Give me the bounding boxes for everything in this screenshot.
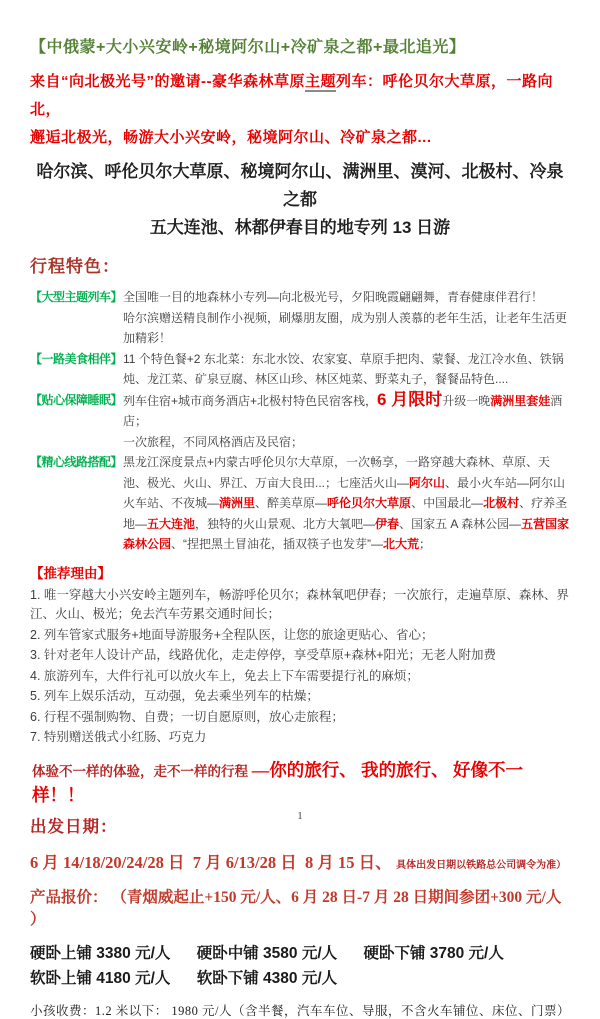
price-soft-upper: 软卧上铺 4180 元/人 bbox=[30, 969, 171, 987]
page-number: 1 bbox=[297, 811, 303, 822]
reasons-heading: 【推荐理由】 bbox=[30, 565, 111, 581]
feature-body: 列车住宿+城市商务酒店+北极村特色民宿客栈，6 月限时升级一晚满洲里套娃酒店； 一次旅程，不同风格酒店及民宿； bbox=[123, 389, 563, 449]
feature-body: 11 个特色餐+2 东北菜：东北水饺、农家宴、草原手把肉、蒙餐、龙江冷水鱼、铁锅炖、龙江菜、矿泉豆腐、林区山珍、林区炖菜、野菜丸子，餐餐品特色.... bbox=[123, 351, 564, 386]
reason-item-6: 6. 行程不强制购物、自费；一切自愿原则，放心走旅程； bbox=[30, 709, 344, 724]
reason-item-4: 4. 旅游列车，大件行礼可以放火车上，免去上下车需要提行礼的麻烦； bbox=[30, 668, 419, 683]
reasons-list bbox=[30, 586, 570, 748]
feature-item-route bbox=[30, 452, 570, 555]
feature-body: 全国唯一目的地森林小专列—向北极光号，夕阳晚霞翩翩舞，青春健康伴君行！ 哈尔滨赠送精良制作小视频，刷爆朋友圈，成为别人羡慕的老年生活，让老年生活更加精彩！ bbox=[123, 290, 568, 345]
departure-note: 具体出发日期以铁路总公司调令为准） bbox=[396, 859, 567, 871]
reason-item-7: 7. 特别赠送俄式小红肠、巧克力 bbox=[30, 730, 207, 744]
main-title-line1: 哈尔滨、呼伦贝尔大草原、秘境阿尔山、满洲里、漠河、北极村、冷泉之都 bbox=[36, 162, 564, 209]
features-heading: 行程特色： bbox=[30, 257, 120, 276]
price-heading-line bbox=[30, 885, 570, 929]
main-title bbox=[30, 158, 570, 242]
prices-row-soft-sleeper bbox=[30, 966, 570, 991]
reason-item-3: 3. 针对老年人设计产品，线路优化，走走停停，享受草原+森林+阳光；无老人附加费 bbox=[30, 648, 496, 662]
main-title-line2: 五大连池、林都伊春目的地专列 13 日游 bbox=[149, 218, 451, 237]
prices-row-hard-sleeper bbox=[30, 941, 570, 966]
experience-slogan bbox=[32, 757, 570, 807]
feature-item-theme-train bbox=[30, 287, 570, 349]
price-hard-middle: 硬卧中铺 3580 元/人 bbox=[196, 944, 338, 962]
reason-item-5: 5. 列车上娱乐活动，互动强，免去乘坐列车的枯燥； bbox=[30, 689, 319, 703]
feature-label: 【一路美食相伴】 bbox=[30, 351, 123, 366]
price-note: （青烟威起止+150 元/人、6 月 28 日-7 月 28 日期间参团+300 元/人 ） bbox=[30, 888, 562, 928]
feature-body: 黑龙江深度景点+内蒙古呼伦贝尔大草原，一次畅享，一路穿越大森林、草原、天池、极光、火山、界江、万亩大良田...；七座活火山—阿尔山、最小火车站—阿尔山火车站、不夜城—满洲里、醉美草原—呼伦贝尔大草原、中国最北—北极村、疗养圣地—五大连池，独特的火山景观、北方大氧吧—伊春、国家五 A 森林公园—五营国家森林公园、“捏把黑土冒油花，插双筷子也发芽”—北大荒； bbox=[123, 455, 570, 551]
invitation-text: 来自“向北极光号”的邀请--豪华森林草原主题列车：呼伦贝尔大草原，一路向北， 邂逅北极光，畅游大小兴安岭，秘境阿尔山、冷矿泉之都... bbox=[30, 73, 554, 146]
experience-slogan-lead: 体验不一样的体验，走不一样的行程 bbox=[32, 763, 252, 779]
price-heading: 产品报价： bbox=[30, 888, 108, 906]
price-soft-lower: 软卧下铺 4380 元/人 bbox=[196, 969, 338, 987]
feature-item-food bbox=[30, 349, 570, 390]
price-hard-lower: 硬卧下铺 3780 元/人 bbox=[363, 944, 504, 962]
reason-item-1: 1. 唯一穿越大小兴安岭主题列车，畅游呼伦贝尔；森林氧吧伊春；一次旅行，走遍草原、森林、界江、火山、极光；免去汽车劳累交通时间长； bbox=[30, 587, 569, 621]
feature-label: 【贴心保障睡眠】 bbox=[30, 392, 123, 407]
child-fee-note: 小孩收费：1.2 米以下： 1980 元/人（含半餐，汽车车位、导服，不含火车铺位、床位、门票） bbox=[30, 1003, 570, 1018]
reason-item-2: 2. 列车管家式服务+地面导游服务+全程队医，让您的旅途更贴心、省心； bbox=[30, 627, 434, 642]
departure-heading: 出发日期： bbox=[30, 816, 118, 836]
departure-dates: 6 月 14/18/20/24/28 日 7 月 6/13/28 日 8 月 15 日、 bbox=[30, 852, 392, 872]
feature-label: 【大型主题列车】 bbox=[30, 290, 123, 304]
bracket-title: 【中俄蒙+大小兴安岭+秘境阿尔山+冷矿泉之都+最北追光】 bbox=[30, 39, 466, 56]
price-hard-upper: 硬卧上铺 3380 元/人 bbox=[30, 944, 171, 962]
feature-item-sleep bbox=[30, 390, 570, 453]
departure-dates-line bbox=[30, 849, 570, 873]
feature-label: 【精心线路搭配】 bbox=[30, 455, 123, 469]
experience-slogan-emphasis: —你的旅行、 我的旅行、 好像不一样！！ bbox=[32, 759, 524, 805]
features-list bbox=[30, 287, 570, 555]
